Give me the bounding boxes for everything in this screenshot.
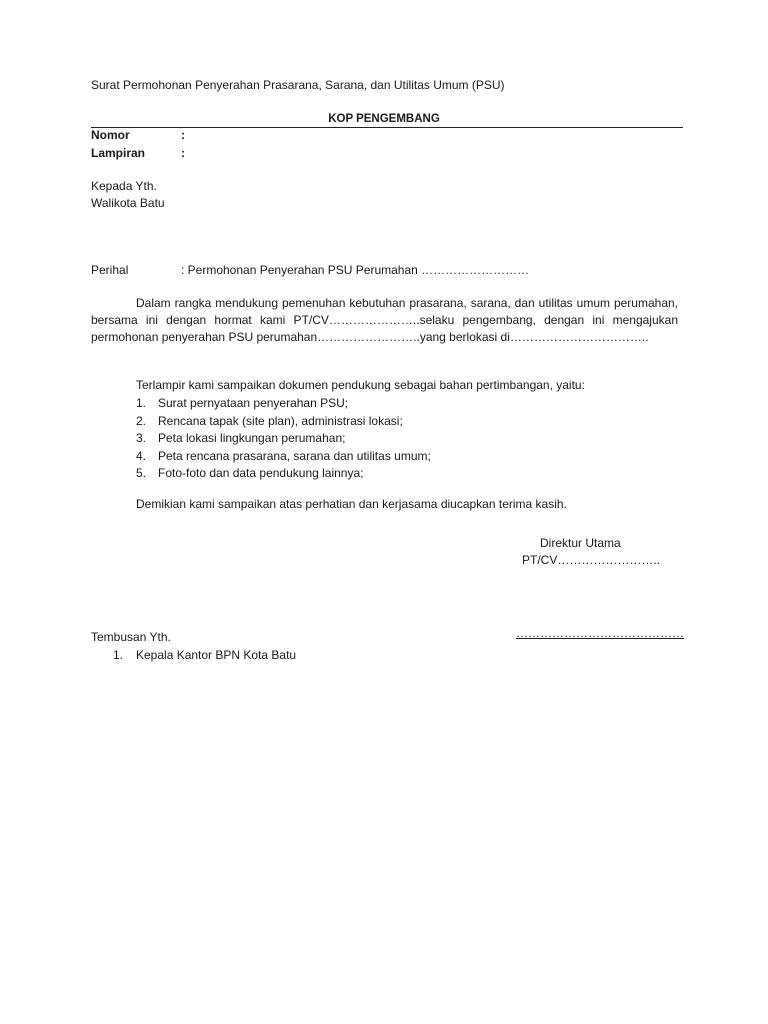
subject-value: : Permohonan Penyerahan PSU Perumahan ……………………… xyxy=(181,263,530,277)
recipient-name: Walikota Batu xyxy=(91,196,165,210)
cc-label: Tembusan Yth. xyxy=(91,630,171,644)
list-item: 2. Rencana tapak (site plan), administrasi lokasi; xyxy=(136,413,403,428)
attachment-intro: Terlampir kami sampaikan dokumen pendukung sebagai bahan pertimbangan, yaitu: xyxy=(136,378,585,392)
body-paragraph-text: Dalam rangka mendukung pemenuhan kebutuhan prasarana, sarana, dan utilitas umum perumahan, bersama ini dengan hormat kami PT/CV…………………..selaku pengembang, dengan ini mengajukan permohonan penyerahan PSU perumahan……………………..yang berlokasi di…………………………….. xyxy=(91,296,678,344)
cc-list xyxy=(113,648,296,663)
signature-line: …………………………………… xyxy=(516,626,684,640)
meta-nomor-label: Nomor xyxy=(91,128,130,142)
body-paragraph xyxy=(91,295,678,346)
signatory-title: Direktur Utama xyxy=(540,536,621,550)
signatory-company: PT/CV…………………….. xyxy=(522,553,661,567)
list-item: 4. Peta rencana prasarana, sarana dan utilitas umum; xyxy=(136,448,431,463)
meta-nomor-sep: : xyxy=(181,128,185,142)
letterhead-placeholder: KOP PENGEMBANG xyxy=(328,113,440,125)
meta-lampiran xyxy=(91,146,185,161)
document-title: Surat Permohonan Penyerahan Prasarana, Sarana, dan Utilitas Umum (PSU) xyxy=(91,78,505,92)
meta-lampiran-label: Lampiran xyxy=(91,146,146,160)
meta-nomor xyxy=(91,128,185,143)
list-item: 3. Peta lokasi lingkungan perumahan; xyxy=(136,431,346,446)
subject-label: Perihal xyxy=(91,263,129,277)
meta-lampiran-sep: : xyxy=(181,146,185,160)
subject-line xyxy=(91,263,529,278)
closing-statement: Demikian kami sampaikan atas perhatian dan kerjasama diucapkan terima kasih. xyxy=(136,497,567,511)
recipient-salutation: Kepada Yth. xyxy=(91,179,157,193)
list-item: 1. Surat pernyataan penyerahan PSU; xyxy=(136,396,349,410)
attachment-list xyxy=(136,395,431,483)
list-item: 1. Kepala Kantor BPN Kota Batu xyxy=(113,648,297,662)
list-item: 5. Foto-foto dan data pendukung lainnya; xyxy=(136,466,364,481)
